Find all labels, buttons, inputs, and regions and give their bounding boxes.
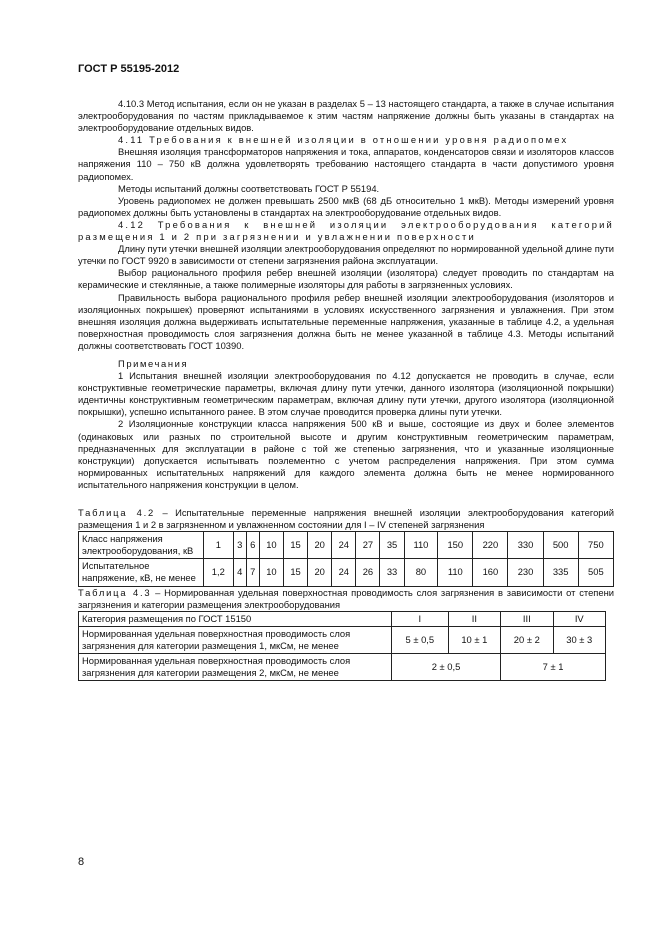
column-header: IV: [553, 611, 605, 626]
table-cell: 24: [332, 559, 356, 586]
table-cell: 15: [283, 559, 307, 586]
table-cell: 27: [356, 532, 380, 559]
table-cell: 20 ± 2: [501, 626, 553, 653]
table-4-2-caption-text: – Испытательные переменные напряжения внешней изоляции электрооборудования категорий размещения 1 и 2 в загрязненном и увлажненном состоянии для I – IV степеней загрязнения: [78, 507, 614, 531]
table-cell: 750: [578, 532, 613, 559]
paragraph: Длину пути утечки внешней изоляции электрооборудования определяют по нормированной удельной длине пути утечки по ГОСТ 9920 в зависимости от степени загрязнения района эксплуатации.: [78, 243, 614, 267]
page-content: [78, 98, 614, 681]
row-label: Нормированная удельная поверхностная проводимость слоя загрязнения для категории размещения 1, мкСм, не менее: [79, 626, 392, 653]
table-cell: 7 ± 1: [501, 654, 606, 681]
table-4-3-caption-label: Таблица 4.3: [78, 586, 152, 598]
note-1: 1 Испытания внешней изоляции электрооборудования по 4.12 допускается не проводить в случае, если конструктивные геометрические параметры, включая длину пути утечки, данного изолятора (изоляционной покрышки) идентичны конструктивным геометрическим параметрам, включая длину пути утечки, другого изолятора (изоляционной покрышки), успешно испытанного ранее. В этом случае проводится проверка длины пути утечки.: [78, 370, 614, 418]
table-row: [79, 559, 614, 586]
table-cell: 1,2: [204, 559, 234, 586]
row-label: Класс напряжения электрооборудования, кВ: [79, 532, 204, 559]
table-cell: 150: [438, 532, 473, 559]
document-header: ГОСТ Р 55195-2012: [78, 63, 180, 75]
table-cell: 110: [438, 559, 473, 586]
table-row: [79, 626, 606, 653]
table-cell: 26: [356, 559, 380, 586]
paragraph: Правильность выбора рационального профиля ребер внешней изоляции электрооборудования (изоляторов и изоляционных покрышек) проверяют испытаниями в условиях искусственного загрязнения и увлажнения. При этом внешняя изоляция должна выдерживать испытательные переменные напряжения, указанные в таблице 4.2, а удельная поверхностная проводимость слоя загрязнения должна быть не менее указанной в таблице 4.3. Методы испытаний должны соответствовать ГОСТ 10390.: [78, 291, 614, 351]
paragraph: Внешняя изоляция трансформаторов напряжения и тока, аппаратов, конденсаторов связи и изоляторов классов напряжения 110 – 750 кВ должна удовлетворять требованию настоящего стандарта в части допустимого уровня радиопомех.: [78, 146, 614, 182]
table-cell: 1: [204, 532, 234, 559]
table-4-2-caption: [78, 507, 614, 531]
table-4-3-caption-text: – Нормированная удельная поверхностная проводимость слоя загрязнения в зависимости от степени загрязнения и категории размещения электрооборудования: [78, 586, 614, 610]
table-4-3-caption: [78, 587, 614, 611]
table-cell: 20: [308, 532, 332, 559]
paragraph: Уровень радиопомех не должен превышать 2500 мкВ (68 дБ относительно 1 мкВ). Методы измерений уровня радиопомех должны быть установлены в стандартах на электрооборудование отдельных видов.: [78, 194, 614, 218]
table-cell: 3: [233, 532, 246, 559]
table-cell: 2 ± 0,5: [392, 654, 501, 681]
paragraph: Методы испытаний должны соответствовать ГОСТ Р 55194.: [118, 182, 380, 194]
table-cell: 5 ± 0,5: [392, 626, 449, 653]
column-header: I: [392, 611, 449, 626]
table-cell: 6: [246, 532, 259, 559]
table-cell: 335: [543, 559, 578, 586]
table-cell: 505: [578, 559, 613, 586]
note-2: 2 Изоляционные конструкции класса напряжения 500 кВ и выше, состоящие из двух и более элементов (одинаковых или разных по строительной высоте и другим конструктивным геометрическим параметрам, предназначенных для эксплуатации в районе с той же степенью загрязнения, что и указанные изоляционные конструкции) допускается испытывать поэлементно с учетом распределения напряжения. При этом сумма нормированных испытательных напряжений для каждого элемента должна быть не менее нормированного испытательного напряжения конструкции в целом.: [78, 418, 614, 490]
table-cell: 7: [246, 559, 259, 586]
table-cell: 10: [259, 559, 283, 586]
column-header: II: [448, 611, 500, 626]
paragraph-4-10-3: 4.10.3 Метод испытания, если он не указан в разделах 5 – 13 настоящего стандарта, а также в случае испытания электрооборудования по частям прикладываемое к этим частям напряжение должны быть указаны в стандартах на электрооборудование отдельных видов.: [78, 98, 614, 134]
column-header: III: [501, 611, 553, 626]
table-cell: 330: [508, 532, 543, 559]
table-cell: 160: [473, 559, 508, 586]
table-4-3: [78, 611, 606, 681]
table-4-2-caption-label: Таблица 4.2: [78, 507, 156, 518]
table-cell: 220: [473, 532, 508, 559]
table-row: [79, 532, 614, 559]
table-cell: 33: [380, 559, 404, 586]
table-cell: 4: [233, 559, 246, 586]
table-cell: 10: [259, 532, 283, 559]
table-header-row: [79, 611, 606, 626]
table-cell: 35: [380, 532, 404, 559]
table-cell: 110: [404, 532, 438, 559]
table-cell: 230: [508, 559, 543, 586]
page-number: 8: [78, 856, 85, 868]
table-row: [79, 654, 606, 681]
table-cell: 500: [543, 532, 578, 559]
paragraph: Выбор рационального профиля ребер внешней изоляции (изолятора) следует проводить по стандартам на керамические и стеклянные, а также полимерные изоляторы для работы в загрязненных условиях.: [78, 267, 614, 291]
section-heading-4-12: 4.12 Требования к внешней изоляции электрооборудования категорий размещения 1 и 2 при загрязнении и увлажнении поверхности: [78, 218, 614, 243]
column-header: Категория размещения по ГОСТ 15150: [79, 611, 392, 626]
notes-title: Примечания: [118, 357, 189, 369]
table-4-2: [78, 531, 614, 586]
table-cell: 24: [332, 532, 356, 559]
table-cell: 20: [308, 559, 332, 586]
table-cell: 10 ± 1: [448, 626, 500, 653]
row-label: Испытательное напряжение, кВ, не менее: [79, 559, 204, 586]
table-cell: 80: [404, 559, 438, 586]
table-cell: 15: [283, 532, 307, 559]
section-heading-4-11: 4.11 Требования к внешней изоляции в отношении уровня радиопомех: [118, 134, 569, 146]
table-cell: 30 ± 3: [553, 626, 605, 653]
row-label: Нормированная удельная поверхностная проводимость слоя загрязнения для категории размещения 2, мкСм, не менее: [79, 654, 392, 681]
